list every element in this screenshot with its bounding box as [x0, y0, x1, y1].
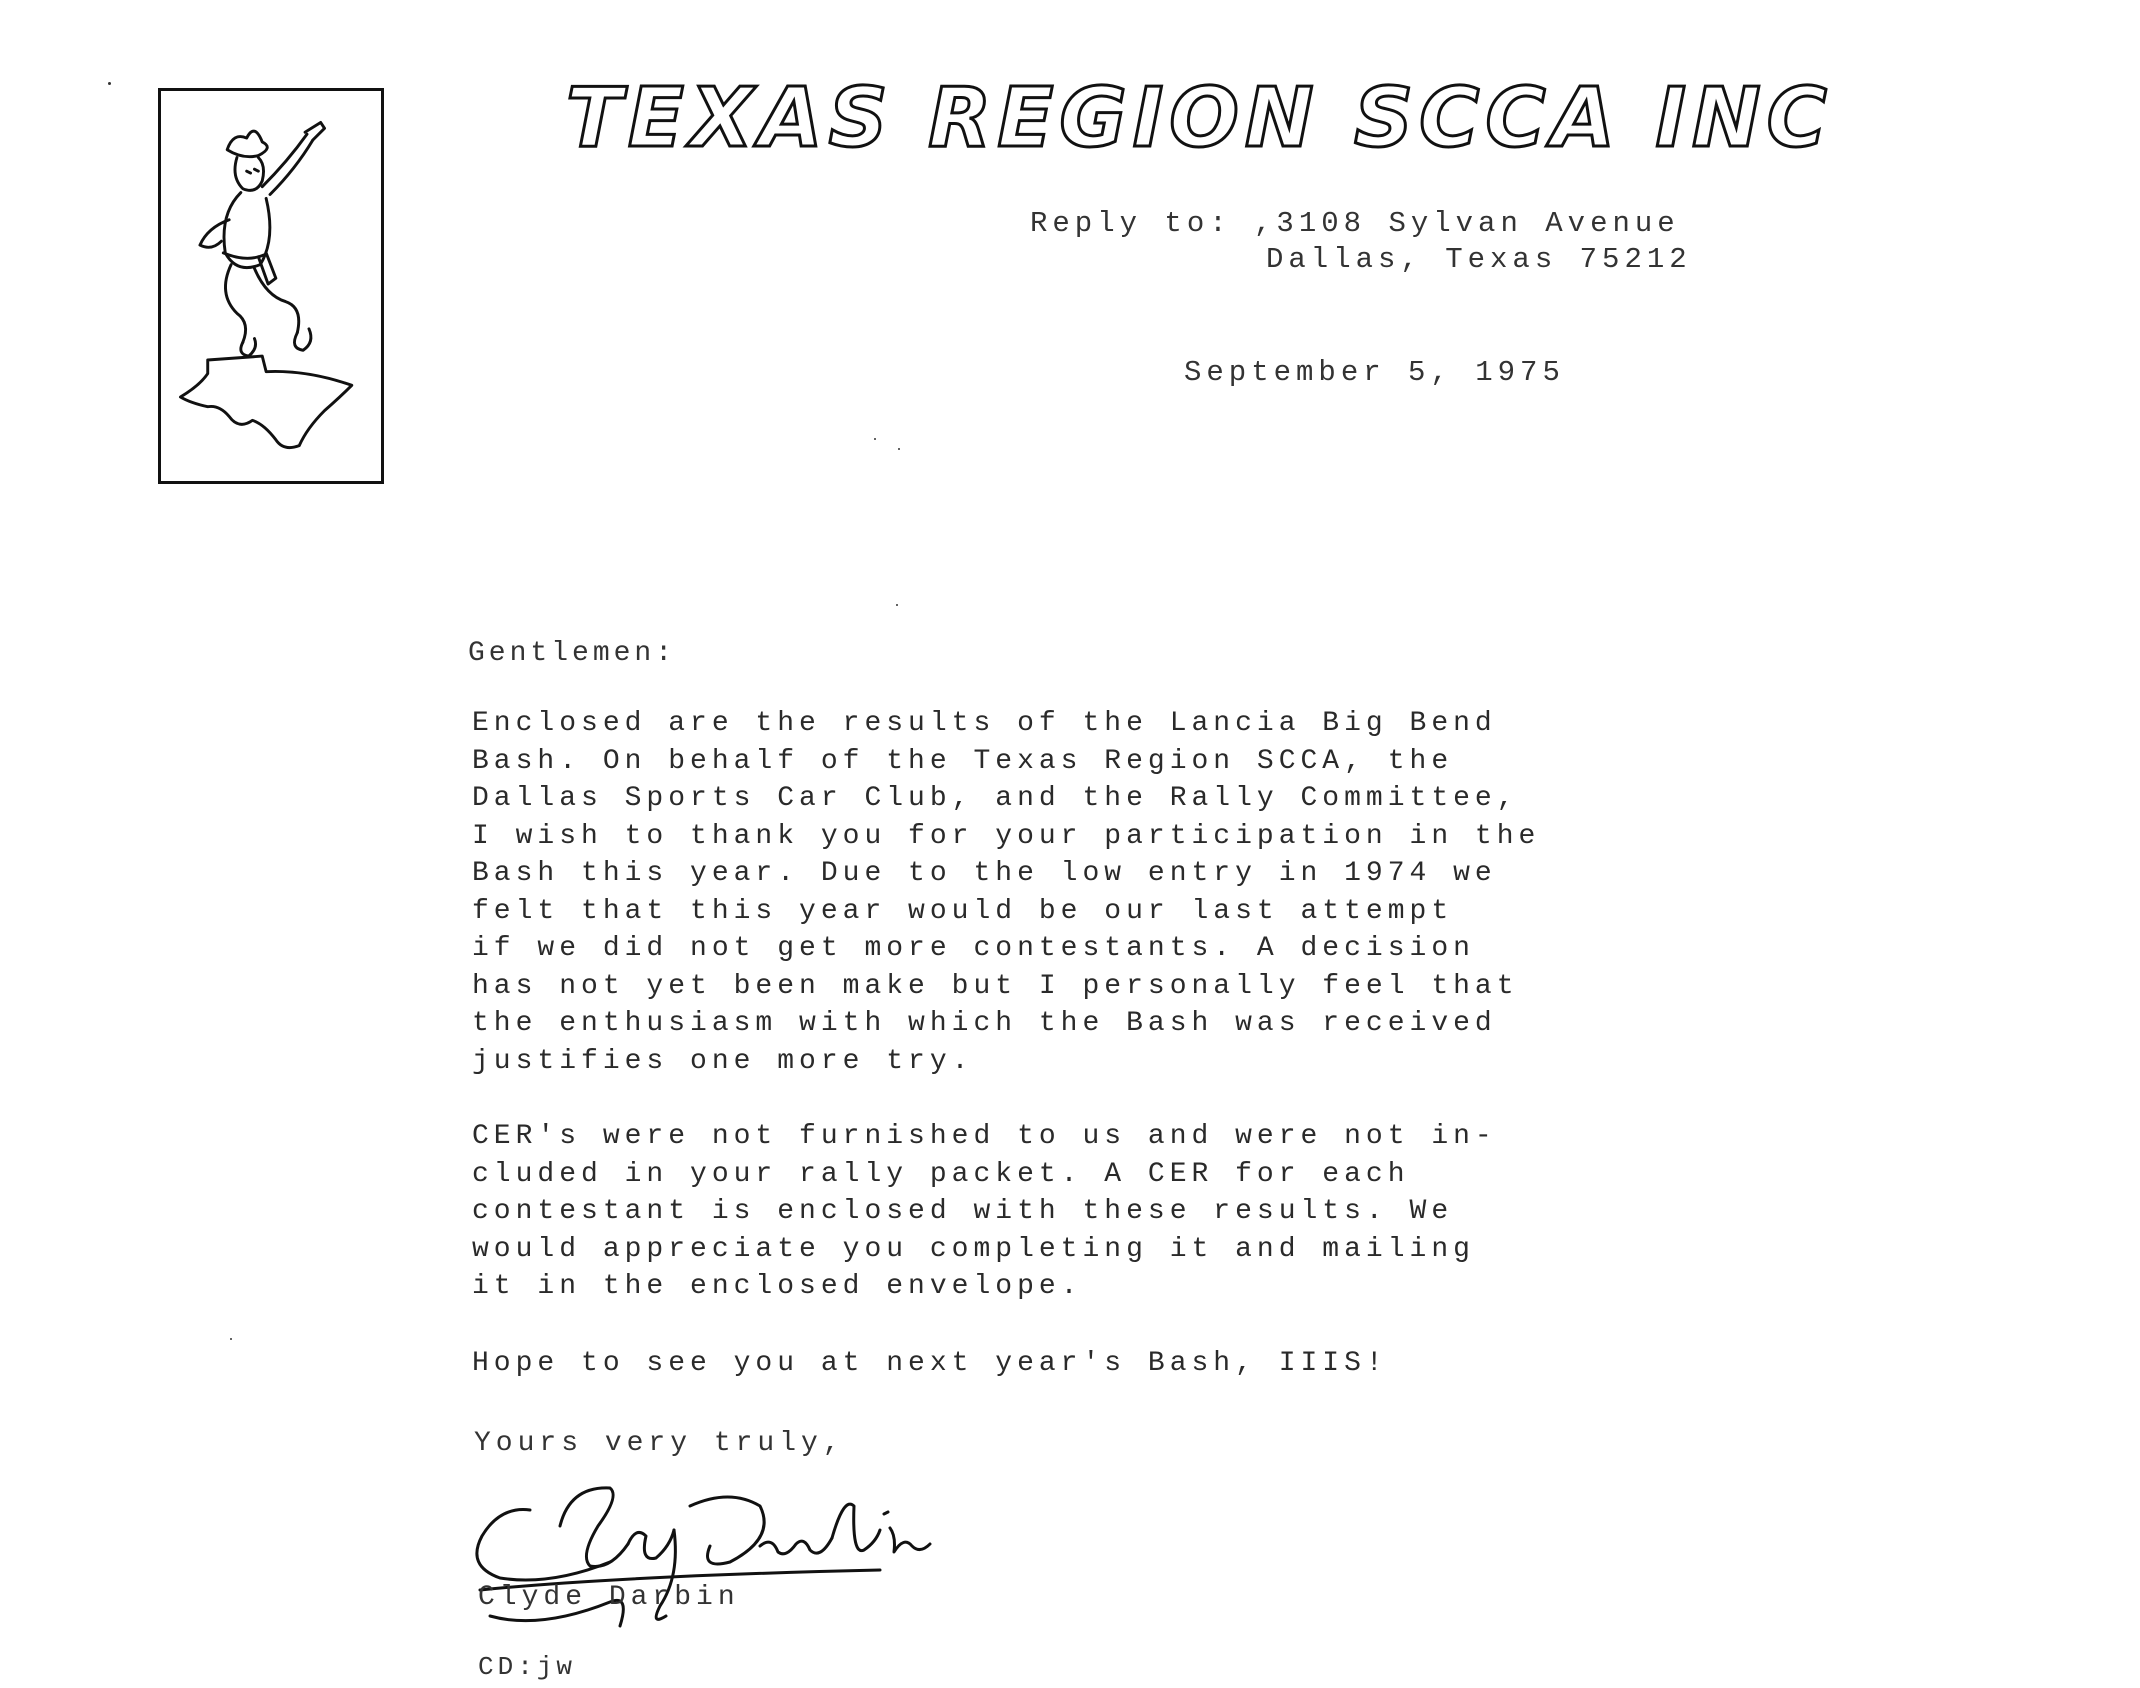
scan-speck: [874, 438, 876, 440]
scan-speck: [108, 82, 111, 85]
paragraph-line: cluded in your rally packet. A CER for each: [472, 1158, 1410, 1190]
scan-speck: [230, 1338, 232, 1340]
closing: Yours very truly,: [474, 1428, 845, 1459]
paragraph-line: Enclosed are the results of the Lancia Big Bend: [472, 708, 1497, 739]
paragraph-line: Dallas Sports Car Club, and the Rally Committee,: [472, 783, 1519, 814]
paragraph-line: the enthusiasm with which the Bash was received: [472, 1008, 1497, 1039]
signer-name: Clyde Darbin: [478, 1582, 740, 1613]
paragraph-line: Bash this year. Due to the low entry in 1974 we: [472, 858, 1497, 889]
typist-initials: CD:jw: [478, 1652, 577, 1682]
paragraph-line: it in the enclosed envelope.: [472, 1271, 1083, 1302]
cowboy-logo-icon: [158, 88, 384, 484]
paragraph-line: felt that this year would be our last attempt: [472, 895, 1454, 927]
paragraph-line: Hope to see you at next year's Bash, IIIS!: [472, 1348, 1388, 1379]
paragraph-line: I wish to thank you for your participation in the: [472, 820, 1541, 852]
paragraph-line: contestant is enclosed with these results. We: [472, 1196, 1454, 1227]
paragraph-line: CER's were not furnished to us and were not in-: [472, 1121, 1497, 1152]
paragraph-line: Bash. On behalf of the Texas Region SCCA, the: [472, 745, 1454, 777]
paragraph-line: justifies one more try.: [472, 1045, 974, 1077]
paragraph-line: would appreciate you completing it and mailing: [472, 1233, 1475, 1265]
org-name-heading: TEXAS REGION SCCA INC: [566, 71, 1833, 166]
body-paragraph-1: [472, 705, 1540, 1080]
paragraph-line: has not yet been make but I personally feel that: [472, 970, 1519, 1002]
body-paragraph-3: [472, 1345, 1388, 1383]
salutation: Gentlemen:: [468, 638, 677, 669]
scan-speck: [898, 448, 900, 450]
scan-speck: [896, 604, 898, 606]
handwritten-signature-icon: [460, 1466, 1020, 1646]
reply-to-address: [1030, 206, 1692, 278]
reply-to-line-2: Dallas, Texas 75212: [1266, 243, 1692, 276]
body-paragraph-2: [472, 1118, 1497, 1306]
paragraph-line: if we did not get more contestants. A decision: [472, 933, 1475, 964]
letter-date: September 5, 1975: [1184, 356, 1565, 389]
reply-to-line-1: Reply to: ,3108 Sylvan Avenue: [1030, 207, 1680, 240]
